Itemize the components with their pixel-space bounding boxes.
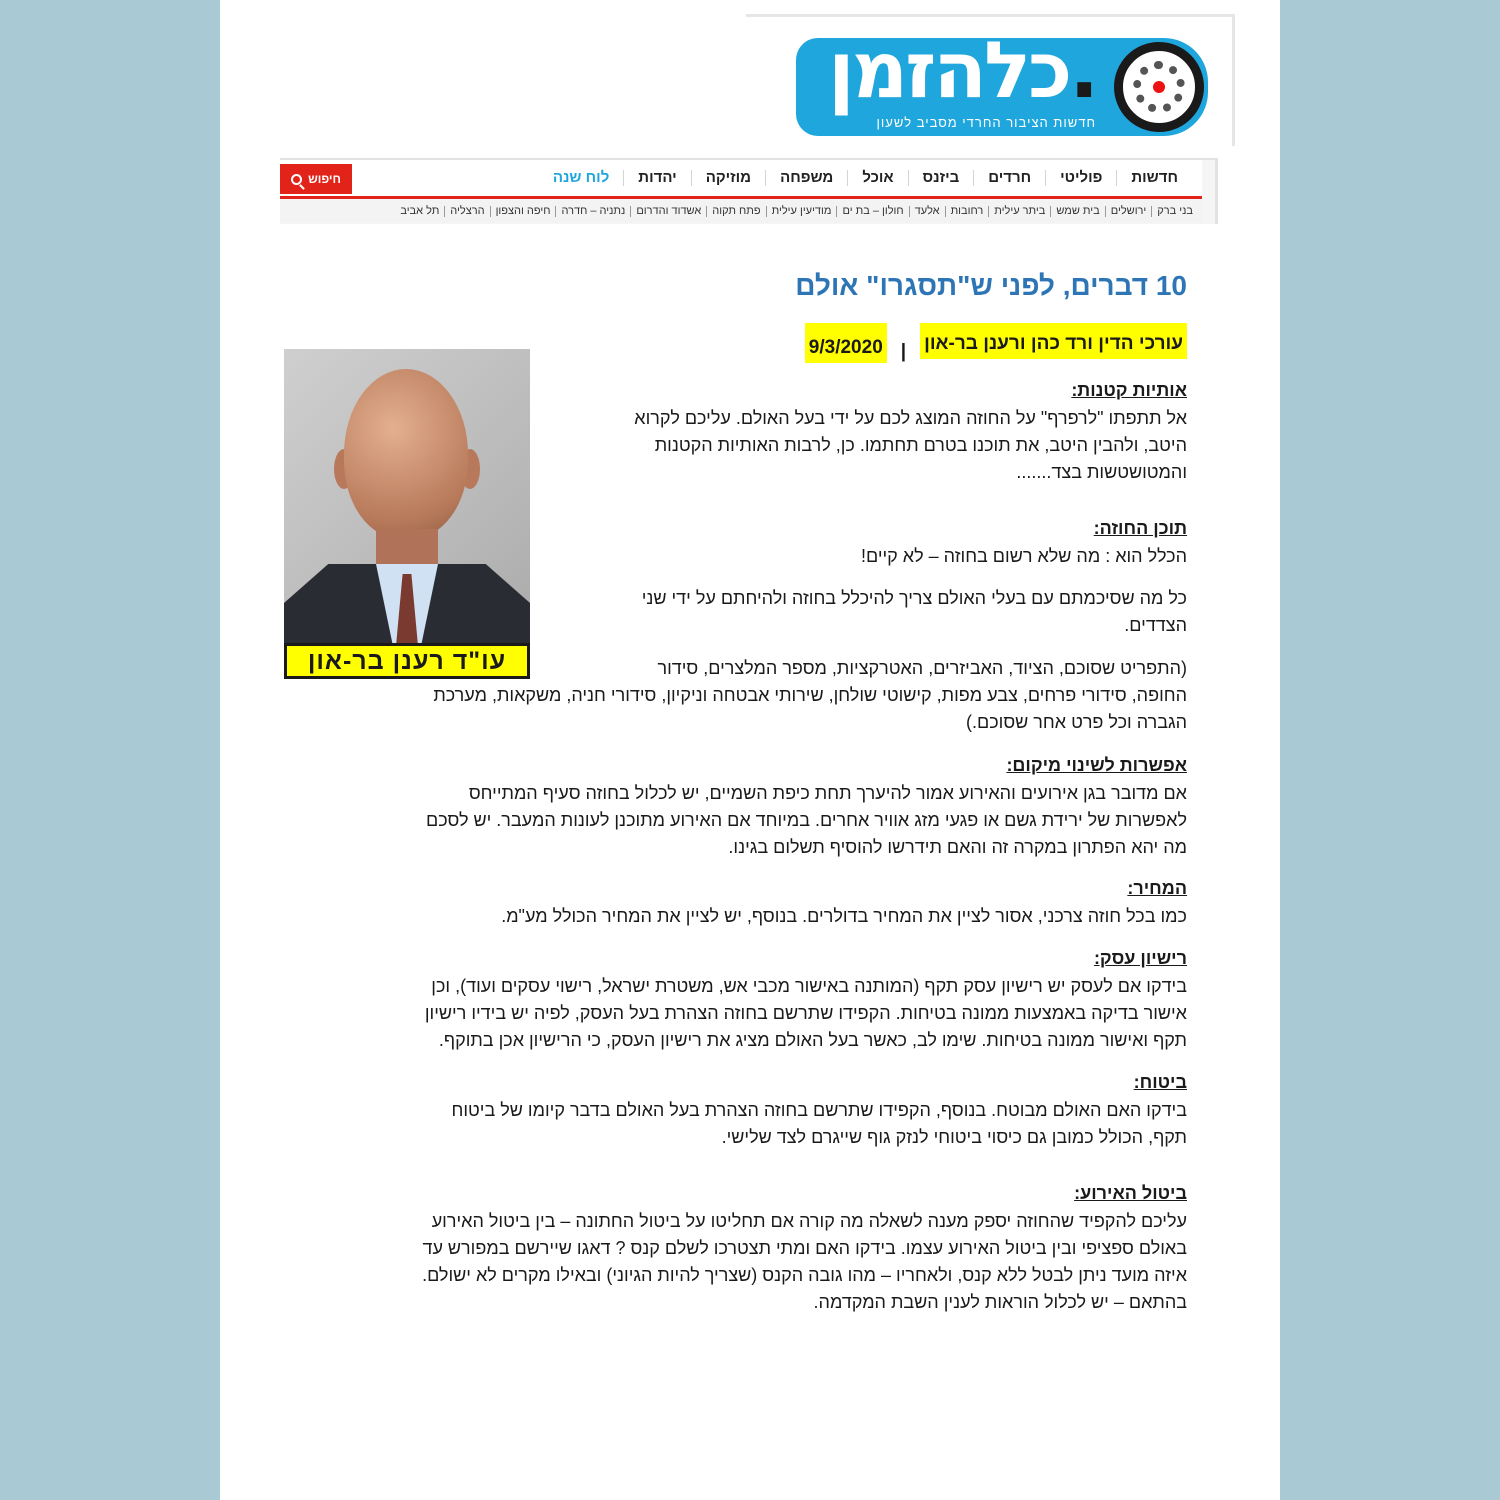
section-paragraph: בידקו האם האולם מבוטח. בנוסף, הקפידו שתרשם בחוזה הצהרת בעל האולם בדבר קיומו של ביטוח תקף, הכולל כמובן גם כיסוי ביטוחי לנזק גוף שייגרם לצד שלישי. [451, 1100, 1187, 1147]
nav-item-haredim[interactable]: חרדים [973, 170, 1045, 186]
section-paragraph: בידקו אם לעסק יש רישיון עסק תקף (המותנה באישור מכבי אש, משטרת ישראל, רישוי עסקים ועוד), וכן אישור בדיקה באמצעות ממונה בטיחות. הקפידו שתרשם בחוזה הצהרת בעל העסק, לפיה יש בידיו רישיון תקף ואישור ממונה בטיחות. שימו לב, כאשר בעל האולם מציג את רישיון העסק, כי הרישיון אכן בתוקף. [424, 976, 1187, 1050]
nav-item-judaism[interactable]: יהדות [623, 170, 690, 186]
nav-item-politics[interactable]: פוליטי [1045, 170, 1116, 186]
section-heading: אותיות קטנות: [1071, 380, 1187, 400]
nav-cities-bar [280, 200, 1202, 222]
section-heading: רישיון עסק: [1093, 948, 1187, 968]
section-paragraph: עליכם להקפיד שהחוזה יספק מענה לשאלה מה קורה אם תחליטו על ביטול החתונה – בין ביטול האירוע באולם ספציפי ובין ביטול האירוע עצמו. בידקו האם ומתי תצטרכו לשלם קנס ? דאגו שיירשם במפורש עד איזה מועד ניתן לבטל ללא קנס, ולאחריו – מהו גובה הקנס (שצריך להיות הגיוני) ובאילו מקרים לא ישולם. בהתאם – יש לכלול הוראות לענין השבת המקדמה. [422, 1211, 1187, 1312]
logo-wordmark: .כלהזמן [827, 38, 1096, 116]
nav-city[interactable]: אלעד [909, 206, 945, 217]
search-button[interactable] [280, 164, 352, 194]
nav-item-music[interactable]: מוזיקה [691, 170, 765, 186]
section-heading: ביטול האירוע: [1074, 1183, 1187, 1203]
section-heading: ביטוח: [1133, 1072, 1187, 1092]
nav-city[interactable]: הרצליה [444, 206, 489, 217]
section-paragraph: אם מדובר בגן אירועים והאירוע אמור להיערך תחת כיפת השמיים, יש לכלול בחוזה סעיף המתייחס לאפשרות של ירידת גשם או פגעי מזג אוויר אחרים. במיוחד אם האירוע מתוכנן לעונות המעבר. יש לסכם מה יהא הפתרון במקרה זה והאם תידרשו להוסיף תשלום בגינו. [426, 783, 1187, 857]
article-byline [805, 323, 1187, 363]
nav-item-news[interactable]: חדשות [1116, 170, 1192, 186]
nav-city[interactable]: נתניה – חדרה [555, 206, 630, 217]
main-navigation [280, 158, 1218, 224]
section-paragraph: כמו בכל חוזה צרכני, אסור לציין את המחיר בדולרים. בנוסף, יש לציין את המחיר הכולל מע"מ. [501, 906, 1187, 926]
logo-tagline: חדשות הציבור החרדי מסביב לשעון [876, 115, 1096, 130]
section-paragraph: (התפריט שסוכם, הציוד, האביזרים, האטרקציות, מספר המלצרים, סידור החופה, סידורי פרחים, צבע מפות, קישוטי שולחן, שירותי אבטחה וניקיון, סידורי חניה, משקאות, מערכת הגברה וכל פרט אחר שסוכם.) [433, 658, 1187, 732]
nav-item-business[interactable]: ביזנס [908, 170, 974, 186]
section-paragraph: כל מה שסיכמתם עם בעלי האולם צריך להיכלל בחוזה ולהיחתם על ידי שני הצדדים. [641, 588, 1187, 635]
nav-divider [280, 196, 1202, 199]
nav-city[interactable]: מודיעין עילית [766, 206, 837, 217]
nav-city[interactable]: חולון – בת ים [836, 206, 908, 217]
article-date: 9/3/2020 [805, 323, 887, 363]
author-photo [284, 349, 530, 679]
photo-caption: עו"ד רענן בר-און [284, 643, 530, 679]
nav-city[interactable]: ירושלים [1105, 206, 1152, 217]
nav-city[interactable]: בני ברק [1151, 206, 1198, 217]
section-heading: אפשרות לשינוי מיקום: [1006, 755, 1187, 775]
section-paragraph: אל תתפתו "לרפרף" על החוזה המוצג לכם על ידי בעל האולם. עליכם לקרוא היטב, ולהבין היטב, את תוכנו בטרם תחתמו. כן, לרבות האותיות הקטנות והמטושטשות בצד....... [634, 408, 1187, 482]
section-heading: תוכן החוזה: [1093, 518, 1187, 538]
site-logo[interactable] [796, 38, 1208, 136]
nav-city[interactable]: פתח תקוה [706, 206, 765, 217]
article-title: 10 דברים, לפני ש"תסגרו" אולם [795, 270, 1187, 301]
byline-separator: | [900, 341, 907, 362]
nav-item-food[interactable]: אוכל [847, 170, 907, 186]
nav-item-family[interactable]: משפחה [765, 170, 847, 186]
nav-city[interactable]: רחובות [945, 206, 989, 217]
nav-city[interactable]: ביתר עילית [988, 206, 1050, 217]
nav-item-calendar[interactable]: לוח שנה [552, 169, 610, 186]
wheel-logo-icon [1114, 42, 1204, 132]
section-heading: המחיר: [1127, 878, 1187, 898]
nav-city[interactable]: בית שמש [1050, 206, 1104, 217]
nav-city[interactable]: חיפה והצפון [490, 206, 556, 217]
search-label: חיפוש [308, 172, 341, 186]
article-authors: עורכי הדין ורד כהן ורענן בר-און [920, 323, 1187, 359]
nav-city[interactable]: אשדוד והדרום [630, 206, 706, 217]
search-icon [291, 174, 302, 185]
section-paragraph: הכלל הוא : מה שלא רשום בחוזה – לא קיים! [860, 546, 1187, 566]
nav-main-bar [280, 160, 1202, 196]
nav-city[interactable]: תל אביב [400, 204, 440, 217]
